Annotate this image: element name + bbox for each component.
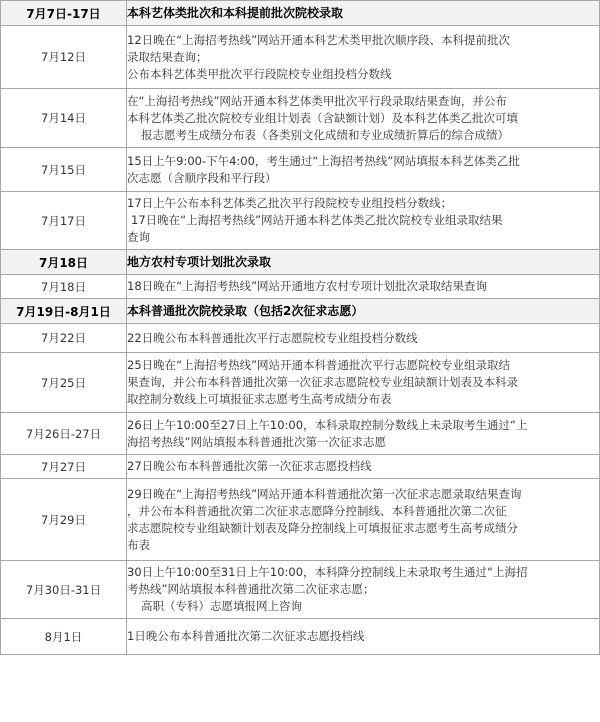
description-cell bbox=[127, 619, 600, 655]
date-cell: 7月27日 bbox=[1, 455, 127, 479]
description-line: 12日晚在“上海招考热线”网站开通本科艺术类甲批次顺序段、本科提前批次 bbox=[127, 32, 511, 47]
description-cell bbox=[127, 479, 600, 561]
date-cell: 7月26日-27日 bbox=[1, 413, 127, 455]
description-line: 27日晚公布本科普通批次第一次征求志愿投档线 bbox=[127, 459, 372, 473]
section-date: 7月18日 bbox=[1, 250, 127, 275]
description-cell bbox=[127, 353, 600, 413]
description-line: ，并公布本科普通批次第二次征求志愿降分控制线、本科普通批次第二次征 bbox=[127, 503, 507, 518]
table-row bbox=[1, 479, 600, 561]
description-cell bbox=[127, 324, 600, 353]
table-row bbox=[1, 353, 600, 413]
date-cell: 7月12日 bbox=[1, 26, 127, 89]
description-cell bbox=[127, 89, 600, 148]
description-line: 本科艺体类乙批次院校专业组计划表（含缺额计划）及本科艺体类乙批次可填 bbox=[127, 110, 518, 125]
section-date: 7月19日-8月1日 bbox=[1, 299, 127, 324]
description-line: 海招考热线”网站填报本科普通批次第一次征求志愿 bbox=[127, 434, 386, 449]
section-row bbox=[1, 250, 600, 275]
description-line: 1日晚公布本科普通批次第二次征求志愿投档线 bbox=[127, 629, 365, 643]
description-cell bbox=[127, 148, 600, 192]
schedule-body bbox=[1, 1, 600, 655]
description-line: 查询 bbox=[127, 230, 150, 244]
date-cell: 7月29日 bbox=[1, 479, 127, 561]
date-cell: 7月22日 bbox=[1, 324, 127, 353]
table-row bbox=[1, 324, 600, 353]
table-row bbox=[1, 26, 600, 89]
description-line: 报志愿考生成绩分布表（各类别文化成绩和专业成绩折算后的综合成绩） bbox=[141, 127, 509, 142]
date-cell: 8月1日 bbox=[1, 619, 127, 655]
description-line: 地方农村专项计划批次录取 bbox=[127, 254, 272, 269]
table-row bbox=[1, 192, 600, 250]
section-title bbox=[127, 299, 600, 324]
description-cell bbox=[127, 192, 600, 250]
section-row bbox=[1, 1, 600, 26]
description-cell bbox=[127, 413, 600, 455]
description-cell bbox=[127, 561, 600, 619]
description-line: 录取结果查询； bbox=[127, 49, 208, 64]
description-line: 30日上午10:00至31日上午10:00，本科降分控制线上未录取考生通过“上海招 bbox=[127, 565, 528, 579]
description-line: 17日晚在“上海招考热线”网站开通本科艺体类乙批次院校专业组录取结果 bbox=[131, 213, 503, 227]
description-line: 29日晚在“上海招考热线”网站开通本科普通批次第一次征求志愿录取结果查询 bbox=[127, 486, 522, 501]
date-cell: 7月30日-31日 bbox=[1, 561, 127, 619]
description-cell bbox=[127, 275, 600, 299]
description-line: 公布本科艺体类甲批次平行段院校专业组投档分数线 bbox=[127, 66, 392, 81]
date-cell: 7月14日 bbox=[1, 89, 127, 148]
section-title bbox=[127, 250, 600, 275]
description-line: 在“上海招考热线”网站开通本科艺体类甲批次平行段录取结果查询，并公布 bbox=[127, 93, 507, 108]
table-row bbox=[1, 455, 600, 479]
section-title bbox=[127, 1, 600, 26]
description-line: 次志愿（含顺序段和平行段） bbox=[127, 170, 277, 185]
description-line: 考热线”网站填报本科普通批次第二次征求志愿； bbox=[127, 582, 375, 596]
description-line: 15日上午9:00-下午4:00，考生通过“上海招考热线”网站填报本科艺体类乙批 bbox=[127, 153, 520, 168]
description-cell bbox=[127, 455, 600, 479]
table-row bbox=[1, 413, 600, 455]
date-cell: 7月15日 bbox=[1, 148, 127, 192]
date-cell: 7月18日 bbox=[1, 275, 127, 299]
section-row bbox=[1, 299, 600, 324]
table-row bbox=[1, 619, 600, 655]
table-row bbox=[1, 561, 600, 619]
date-cell: 7月17日 bbox=[1, 192, 127, 250]
description-line: 17日上午公布本科艺体类乙批次平行段院校专业组投档分数线； bbox=[127, 196, 453, 210]
description-line: 22日晚公布本科普通批次平行志愿院校专业组投档分数线 bbox=[127, 330, 418, 345]
table-row bbox=[1, 89, 600, 148]
description-line: 本科艺体类批次和本科提前批次院校录取 bbox=[127, 5, 344, 20]
description-cell bbox=[127, 26, 600, 89]
table-row bbox=[1, 148, 600, 192]
description-line: 本科普通批次院校录取（包括2次征求志愿） bbox=[127, 303, 364, 318]
description-line: 26日上午10:00至27日上午10:00，本科录取控制分数线上未录取考生通过“上 bbox=[127, 417, 528, 432]
description-line: 布表 bbox=[127, 537, 150, 552]
date-cell: 7月25日 bbox=[1, 353, 127, 413]
table-row bbox=[1, 275, 600, 299]
description-line: 18日晚在“上海招考热线”网站开通地方农村专项计划批次录取结果查询 bbox=[127, 279, 488, 293]
description-line: 25日晚在“上海招考热线”网站开通本科普通批次平行志愿院校专业组录取结 bbox=[127, 358, 511, 372]
description-line: 求志愿院校专业组缺额计划表及降分控制线上可填报征求志愿考生高考成绩分 bbox=[127, 520, 518, 535]
description-line: 果查询，并公布本科普通批次第一次征求志愿院校专业组缺额计划表及本科录 bbox=[127, 375, 518, 389]
description-line: 取控制分数线上可填报征求志愿考生高考成绩分布表 bbox=[127, 392, 392, 406]
description-line: 高职（专科）志愿填报网上咨询 bbox=[141, 599, 302, 613]
section-date: 7月7日-17日 bbox=[1, 1, 127, 26]
